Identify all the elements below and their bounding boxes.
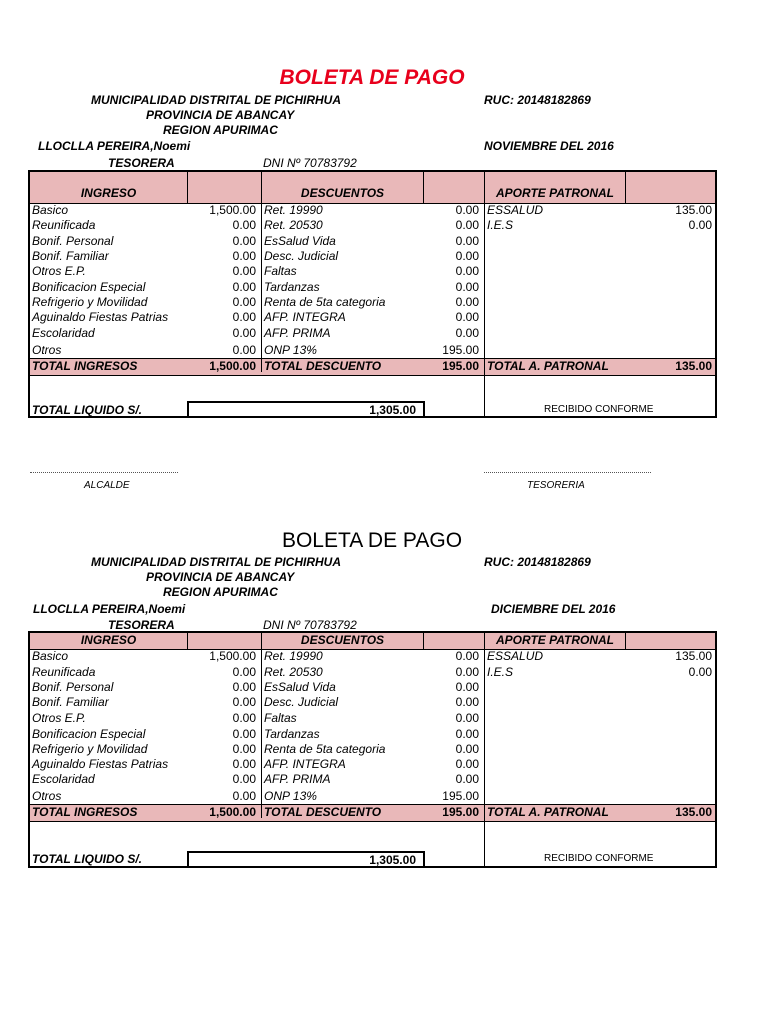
ingreso-label: Otros E.P. xyxy=(32,711,86,725)
descuento-label: AFP. INTEGRA xyxy=(264,757,346,771)
ingreso-value: 0.00 xyxy=(232,711,256,725)
descuento-value: 0.00 xyxy=(455,295,479,309)
descuento-value: 195.00 xyxy=(442,789,479,803)
descuento-label: Tardanzas xyxy=(264,280,320,294)
employee-dni: DNI Nº 70783792 xyxy=(263,156,357,170)
ingreso-label: Bonif. Personal xyxy=(32,680,114,694)
ingreso-value: 0.00 xyxy=(232,234,256,248)
aporte-label: I.E.S xyxy=(487,218,514,232)
total-ingresos-value: 1,500.00 xyxy=(209,359,256,373)
descuento-label: ONP 13% xyxy=(264,343,317,357)
descuento-label: AFP. PRIMA xyxy=(264,772,331,786)
ingreso-label: Escolaridad xyxy=(32,326,95,340)
total-liquido-label: TOTAL LIQUIDO S/. xyxy=(32,852,143,866)
descuento-value: 0.00 xyxy=(455,326,479,340)
ingreso-value: 0.00 xyxy=(232,772,256,786)
descuento-label: Desc. Judicial xyxy=(264,249,339,263)
ingreso-label: Basico xyxy=(32,203,69,217)
ingreso-label: Aguinaldo Fiestas Patrias xyxy=(32,310,169,324)
total-liquido-label: TOTAL LIQUIDO S/. xyxy=(32,403,143,417)
descuento-label: Faltas xyxy=(264,711,297,725)
signature-line-alcalde xyxy=(30,472,178,473)
descuento-value: 0.00 xyxy=(455,711,479,725)
ruc-number: RUC: 20148182869 xyxy=(484,93,591,107)
aporte-value: 135.00 xyxy=(675,649,712,663)
descuento-value: 0.00 xyxy=(455,218,479,232)
ingreso-value: 1,500.00 xyxy=(209,649,256,663)
pay-period: DICIEMBRE DEL 2016 xyxy=(491,602,616,616)
descuento-value: 0.00 xyxy=(455,695,479,709)
ingreso-label: Reunificada xyxy=(32,218,96,232)
descuento-label: EsSalud Vida xyxy=(264,234,336,248)
employee-position: TESORERA xyxy=(108,618,175,632)
descuento-value: 0.00 xyxy=(455,772,479,786)
ingreso-value: 0.00 xyxy=(232,326,256,340)
ingreso-value: 0.00 xyxy=(232,280,256,294)
total-ingresos-label: TOTAL INGRESOS xyxy=(32,805,138,819)
total-descuento-label: TOTAL DESCUENTO xyxy=(264,359,382,373)
descuento-label: Renta de 5ta categoria xyxy=(264,742,386,756)
total-aporte-value: 135.00 xyxy=(675,805,712,819)
ingreso-label: Refrigerio y Movilidad xyxy=(32,295,148,309)
ingreso-value: 0.00 xyxy=(232,264,256,278)
descuento-label: Renta de 5ta categoria xyxy=(264,295,386,309)
col-ingreso: INGRESO xyxy=(80,186,137,200)
descuento-label: Ret. 20530 xyxy=(264,218,323,232)
ingreso-value: 0.00 xyxy=(232,310,256,324)
descuento-value: 0.00 xyxy=(455,680,479,694)
pay-period: NOVIEMBRE DEL 2016 xyxy=(484,139,614,153)
descuento-value: 0.00 xyxy=(455,280,479,294)
col-aporte-patronal: APORTE PATRONAL xyxy=(495,186,614,200)
signature-alcalde: ALCALDE xyxy=(84,480,130,491)
descuento-value: 0.00 xyxy=(455,310,479,324)
aporte-label: ESSALUD xyxy=(487,203,544,217)
ingreso-label: Escolaridad xyxy=(32,772,95,786)
total-aporte-value: 135.00 xyxy=(675,359,712,373)
payslip-table xyxy=(28,631,717,868)
col-ingreso: INGRESO xyxy=(80,633,137,647)
ruc-number: RUC: 20148182869 xyxy=(484,555,591,569)
municipality-name: MUNICIPALIDAD DISTRITAL DE PICHIRHUA xyxy=(91,93,341,107)
ingreso-value: 0.00 xyxy=(232,727,256,741)
descuento-value: 0.00 xyxy=(455,649,479,663)
ingreso-label: Aguinaldo Fiestas Patrias xyxy=(32,757,169,771)
descuento-label: Desc. Judicial xyxy=(264,695,339,709)
aporte-value: 0.00 xyxy=(688,218,712,232)
ingreso-label: Reunificada xyxy=(32,665,96,679)
payslip-table xyxy=(28,170,717,418)
signature-line-tesoreria xyxy=(484,472,651,473)
col-descuentos: DESCUENTOS xyxy=(300,633,385,647)
descuento-label: Faltas xyxy=(264,264,297,278)
descuento-label: Tardanzas xyxy=(264,727,320,741)
region-name: REGION APURIMAC xyxy=(163,585,278,599)
total-descuento-value: 195.00 xyxy=(442,359,479,373)
province-name: PROVINCIA DE ABANCAY xyxy=(146,570,295,584)
ingreso-value: 1,500.00 xyxy=(209,203,256,217)
aporte-label: I.E.S xyxy=(487,665,514,679)
recibido-conforme: RECIBIDO CONFORME xyxy=(544,404,654,415)
municipality-name: MUNICIPALIDAD DISTRITAL DE PICHIRHUA xyxy=(91,555,341,569)
total-descuento-value: 195.00 xyxy=(442,805,479,819)
descuento-value: 0.00 xyxy=(455,742,479,756)
ingreso-label: Bonificacion Especial xyxy=(32,727,146,741)
total-ingresos-label: TOTAL INGRESOS xyxy=(32,359,138,373)
ingreso-label: Bonif. Familiar xyxy=(32,249,109,263)
ingreso-label: Basico xyxy=(32,649,69,663)
ingreso-label: Bonificacion Especial xyxy=(32,280,146,294)
signature-tesoreria: TESORERIA xyxy=(527,480,585,491)
ingreso-value: 0.00 xyxy=(232,742,256,756)
total-liquido-box xyxy=(187,851,425,868)
ingreso-label: Bonif. Personal xyxy=(32,234,114,248)
ingreso-value: 0.00 xyxy=(232,680,256,694)
employee-name: LLOCLLA PEREIRA,Noemi xyxy=(33,602,186,616)
total-liquido-value: 1,305.00 xyxy=(369,403,416,417)
descuento-label: Ret. 19990 xyxy=(264,649,323,663)
employee-name: LLOCLLA PEREIRA,Noemi xyxy=(38,139,191,153)
recibido-conforme: RECIBIDO CONFORME xyxy=(544,853,654,864)
ingreso-value: 0.00 xyxy=(232,757,256,771)
employee-dni: DNI Nº 70783792 xyxy=(263,618,357,632)
ingreso-value: 0.00 xyxy=(232,343,256,357)
slip-title: BOLETA DE PAGO xyxy=(281,529,463,552)
total-liquido-box xyxy=(187,401,425,418)
employee-position: TESORERA xyxy=(108,156,175,170)
descuento-label: ONP 13% xyxy=(264,789,317,803)
descuento-label: AFP. INTEGRA xyxy=(264,310,346,324)
aporte-label: ESSALUD xyxy=(487,649,544,663)
ingreso-value: 0.00 xyxy=(232,789,256,803)
col-descuentos: DESCUENTOS xyxy=(300,186,385,200)
descuento-value: 0.00 xyxy=(455,249,479,263)
descuento-value: 0.00 xyxy=(455,665,479,679)
col-aporte-patronal: APORTE PATRONAL xyxy=(495,633,614,647)
descuento-value: 0.00 xyxy=(455,727,479,741)
ingreso-label: Otros xyxy=(32,343,62,357)
descuento-value: 0.00 xyxy=(455,203,479,217)
descuento-value: 0.00 xyxy=(455,234,479,248)
ingreso-label: Bonif. Familiar xyxy=(32,695,109,709)
descuento-label: Ret. 20530 xyxy=(264,665,323,679)
descuento-value: 0.00 xyxy=(455,264,479,278)
region-name: REGION APURIMAC xyxy=(163,123,278,137)
descuento-label: EsSalud Vida xyxy=(264,680,336,694)
total-aporte-label: TOTAL A. PATRONAL xyxy=(487,805,609,819)
ingreso-value: 0.00 xyxy=(232,218,256,232)
ingreso-label: Refrigerio y Movilidad xyxy=(32,742,148,756)
province-name: PROVINCIA DE ABANCAY xyxy=(146,108,295,122)
ingreso-value: 0.00 xyxy=(232,295,256,309)
ingreso-value: 0.00 xyxy=(232,695,256,709)
ingreso-value: 0.00 xyxy=(232,249,256,263)
slip-title: BOLETA DE PAGO xyxy=(279,66,465,89)
descuento-label: Ret. 19990 xyxy=(264,203,323,217)
total-ingresos-value: 1,500.00 xyxy=(209,805,256,819)
aporte-value: 135.00 xyxy=(675,203,712,217)
descuento-value: 195.00 xyxy=(442,343,479,357)
total-liquido-value: 1,305.00 xyxy=(369,853,416,867)
ingreso-value: 0.00 xyxy=(232,665,256,679)
descuento-label: AFP. PRIMA xyxy=(264,326,331,340)
total-aporte-label: TOTAL A. PATRONAL xyxy=(487,359,609,373)
descuento-value: 0.00 xyxy=(455,757,479,771)
ingreso-label: Otros E.P. xyxy=(32,264,86,278)
aporte-value: 0.00 xyxy=(688,665,712,679)
total-descuento-label: TOTAL DESCUENTO xyxy=(264,805,382,819)
ingreso-label: Otros xyxy=(32,789,62,803)
